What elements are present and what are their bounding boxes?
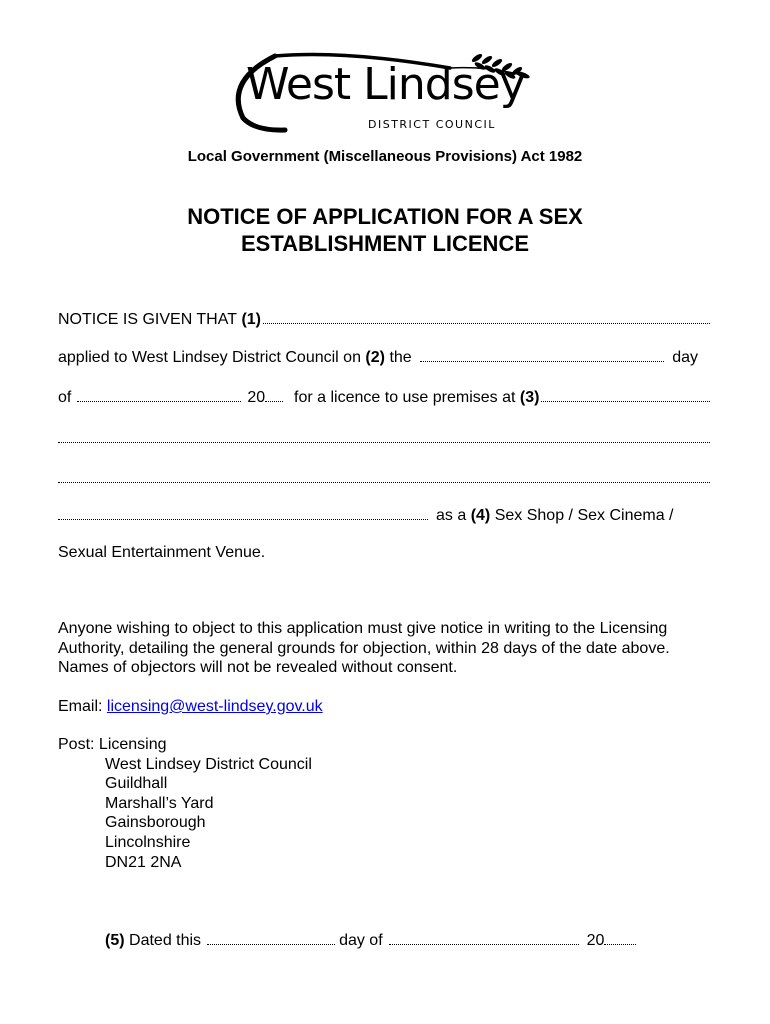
post-first-line bbox=[58, 735, 312, 755]
dated-year-field[interactable] bbox=[604, 930, 636, 945]
email-line bbox=[58, 697, 718, 717]
title-line-2: ESTABLISHMENT LICENCE bbox=[240, 231, 530, 256]
notice-given-label: NOTICE IS GIVEN THAT bbox=[58, 311, 237, 328]
application-day-field[interactable] bbox=[420, 347, 665, 362]
type-line-2 bbox=[58, 543, 712, 563]
postal-address bbox=[58, 735, 312, 872]
dated-year-prefix: 20 bbox=[586, 932, 605, 949]
objection-paragraph: Anyone wishing to object to this application must give notice in writing to the Licensing Authority, detailing the general grounds for objection, within 28 days of the date above. Names of objectors will not be revealed without consent. bbox=[58, 620, 670, 676]
act-heading: Local Government (Miscellaneous Provisions) Act 1982 bbox=[187, 148, 583, 165]
address-line-1: Licensing bbox=[98, 736, 167, 753]
premises-address-field-4[interactable] bbox=[58, 505, 428, 520]
email-label: Email: bbox=[58, 698, 103, 715]
ref-4: (4) bbox=[470, 507, 491, 524]
licence-text: for a licence to use premises at bbox=[294, 389, 516, 406]
post-label: Post: bbox=[58, 736, 95, 753]
premises-line bbox=[58, 387, 712, 408]
the-text: the bbox=[389, 349, 412, 366]
dated-month-field[interactable] bbox=[389, 930, 579, 945]
address-line-5: Gainsborough bbox=[105, 814, 206, 832]
address-line-2: West Lindsey District Council bbox=[105, 755, 312, 773]
day-text: day bbox=[672, 349, 698, 366]
address-line-4: Marshall’s Yard bbox=[105, 794, 214, 812]
dated-label: Dated this bbox=[129, 932, 202, 949]
logo-wordmark: West Lindsey bbox=[246, 59, 525, 110]
application-month-field[interactable] bbox=[77, 387, 241, 402]
premises-address-field-2[interactable] bbox=[58, 428, 710, 443]
day-of-text: day of bbox=[339, 932, 383, 949]
application-year-field[interactable] bbox=[265, 387, 283, 402]
ref-1: (1) bbox=[241, 311, 261, 328]
type-line bbox=[58, 505, 712, 526]
ref-5: (5) bbox=[105, 932, 125, 949]
address-line-6: Lincolnshire bbox=[105, 833, 191, 851]
year-prefix: 20 bbox=[247, 389, 266, 406]
premises-address-field-1[interactable] bbox=[541, 387, 710, 402]
dated-line bbox=[105, 930, 675, 951]
establishment-types: Sex Shop / Sex Cinema / bbox=[494, 507, 674, 524]
page-title bbox=[0, 203, 770, 257]
notice-given-line bbox=[58, 309, 712, 330]
as-a-text: as a bbox=[436, 507, 467, 524]
ref-2: (2) bbox=[365, 349, 385, 366]
logo-subtitle: DISTRICT COUNCIL bbox=[368, 118, 496, 131]
premises-address-field-3[interactable] bbox=[58, 468, 710, 483]
dated-day-field[interactable] bbox=[207, 930, 335, 945]
address-line-3: Guildhall bbox=[105, 775, 168, 793]
premises-line-2 bbox=[58, 428, 712, 443]
address-line-7: DN21 2NA bbox=[105, 853, 182, 871]
applicant-name-field[interactable] bbox=[263, 309, 710, 324]
west-lindsey-logo bbox=[225, 46, 545, 136]
title-line-1: NOTICE OF APPLICATION FOR A SEX bbox=[187, 204, 583, 229]
applied-line bbox=[58, 347, 712, 368]
sexual-entertainment-venue: Sexual Entertainment Venue. bbox=[58, 544, 266, 561]
email-link[interactable]: licensing@west-lindsey.gov.uk bbox=[106, 698, 323, 715]
of-text: of bbox=[58, 389, 72, 406]
premises-line-3 bbox=[58, 468, 712, 483]
ref-3: (3) bbox=[519, 389, 540, 406]
applied-text: applied to West Lindsey District Council on bbox=[58, 349, 361, 366]
